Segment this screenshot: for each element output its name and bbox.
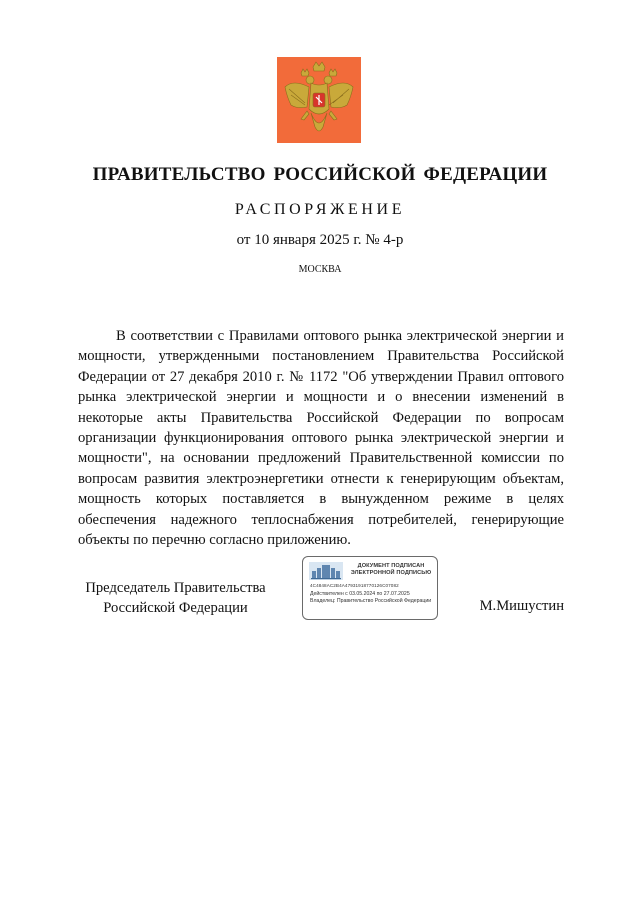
coat-of-arms-icon (277, 57, 361, 143)
signer-position-line-2: Российской Федерации (103, 600, 248, 616)
government-title: ПРАВИТЕЛЬСТВО РОССИЙСКОЙ ФЕДЕРАЦИИ (92, 164, 548, 185)
stamp-title (345, 563, 437, 577)
signature-logo-icon (309, 562, 343, 580)
document-type: РАСПОРЯЖЕНИЕ (234, 201, 406, 218)
document-date-number: от 10 января 2025 г. № 4-р (236, 232, 404, 248)
stamp-certificate-number: 4C4848AC2B4A47931918770126C07082 (310, 583, 399, 588)
stamp-validity: Действителен с 03.05.2024 по 27.07.2025 (310, 591, 410, 597)
signer-position-line-1: Председатель Правительства (85, 580, 266, 596)
stamp-title-line-1: ДОКУМЕНТ ПОДПИСАН (357, 563, 425, 569)
signer-name: М.Мишустин (479, 598, 564, 614)
signer-position (78, 578, 273, 618)
stamp-title-line-2: ЭЛЕКТРОННОЙ ПОДПИСЬЮ (350, 570, 432, 576)
stamp-owner: Владелец: Правительство Российской Федерации (310, 598, 432, 604)
electronic-signature-stamp (302, 556, 438, 620)
document-city: МОСКВА (298, 264, 342, 275)
order-body-paragraph: В соответствии с Правилами оптового рынка электрической энергии и мощности, утвержденными постановлением Правительства Российской Федерации от 27 декабря 2010 г. № 1172 "Об утверждении Правил оптового рынка электрической энергии и мощности и о внесении изменений в некоторые акты Правительства Российской Федерации по вопросам организации функционирования оптового рынка электрической энергии и мощности", на основании предложений Правительственной комиссии по вопросам развития электроэнергетики отнести к генерирующим объектам, мощность которых поставляется в вынужденном режиме в целях обеспечения надежного теплоснабжения потребителей, генерирующие объекты по перечню согласно приложению. (78, 328, 564, 549)
